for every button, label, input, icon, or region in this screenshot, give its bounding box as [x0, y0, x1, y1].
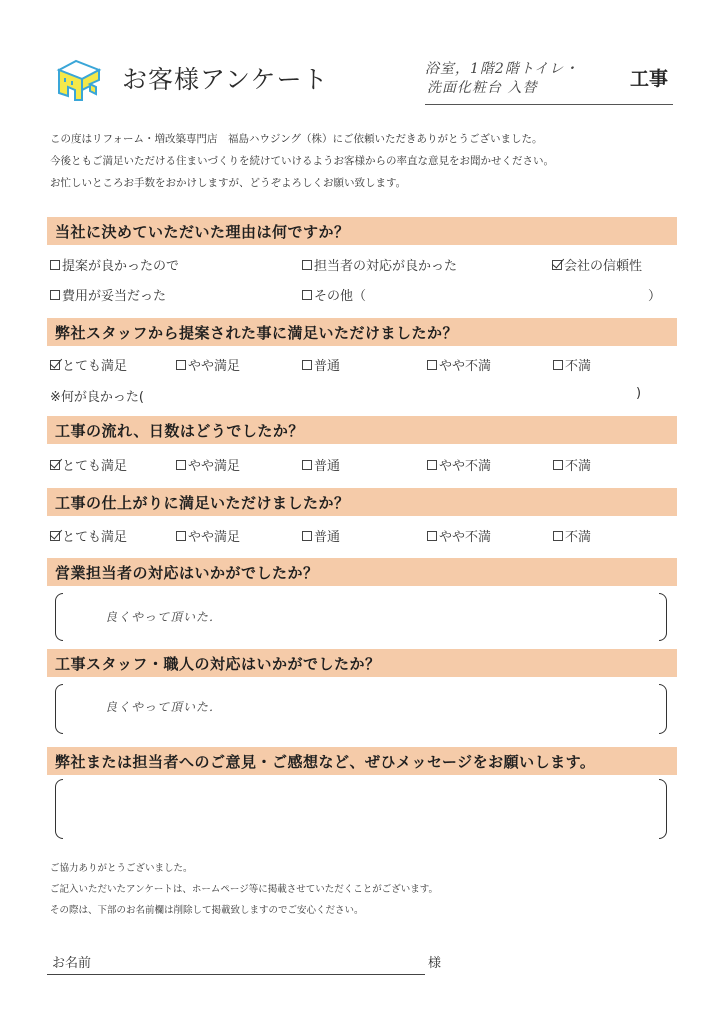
checkbox-icon[interactable]: [302, 460, 312, 470]
honorific-suffix: 様: [428, 956, 442, 971]
footer-line: ご協力ありがとうございました。: [50, 863, 193, 874]
checkbox-icon[interactable]: [427, 360, 437, 370]
question-header-q2: [47, 318, 677, 346]
checkbox-icon[interactable]: [50, 260, 60, 270]
checkbox-option[interactable]: 担当者の対応が良かった: [302, 255, 457, 274]
checkbox-option[interactable]: 提案が良かったので: [50, 255, 179, 274]
checkbox-checked-icon[interactable]: [50, 460, 60, 470]
work-description-line1: 浴室，1階2階トイレ・: [425, 61, 580, 77]
radio-option[interactable]: とても満足: [50, 355, 127, 374]
house-chair-logo-icon: [56, 56, 102, 102]
intro-line: お忙しいところお手数をおかけしますが、どうぞよろしくお願い致します。: [50, 177, 407, 189]
right-bracket: [659, 593, 667, 641]
checkbox-icon[interactable]: [302, 531, 312, 541]
comment-box-message[interactable]: [55, 779, 667, 839]
question-header-q4: [47, 488, 677, 516]
good-point-label: ※何が良かった(: [50, 390, 144, 405]
question-header-q5: [47, 558, 677, 586]
question-text: 工事スタッフ・職人の対応はいかがでしたか？: [55, 655, 381, 673]
checkbox-icon[interactable]: [427, 460, 437, 470]
radio-option[interactable]: やや満足: [176, 526, 240, 545]
question-text: 営業担当者の対応はいかがでしたか？: [55, 564, 319, 582]
intro-text: [50, 128, 554, 194]
checkbox-icon[interactable]: [176, 531, 186, 541]
radio-option[interactable]: 不満: [553, 526, 591, 545]
checkbox-icon[interactable]: [302, 260, 312, 270]
question-text: 弊社または担当者へのご意見・ご感想など、ぜひメッセージをお願いします。: [55, 753, 596, 771]
checkbox-icon[interactable]: [553, 460, 563, 470]
checkbox-option[interactable]: 会社の信頼性: [552, 255, 642, 274]
right-bracket: [659, 779, 667, 839]
footer-notice: [50, 858, 438, 921]
checkbox-checked-icon[interactable]: [50, 531, 60, 541]
left-bracket: [55, 779, 63, 839]
radio-option[interactable]: とても満足: [50, 526, 127, 545]
name-label: お名前: [52, 956, 92, 971]
work-description-line2: 洗面化粧台 入替: [427, 80, 538, 96]
checkbox-checked-icon[interactable]: [552, 260, 562, 270]
good-point-close-paren: ): [636, 386, 642, 401]
checkbox-icon[interactable]: [176, 460, 186, 470]
radio-option[interactable]: 普通: [302, 526, 340, 545]
name-input-line[interactable]: [47, 974, 425, 975]
left-bracket: [55, 593, 63, 641]
checkbox-option[interactable]: 費用が妥当だった: [50, 285, 166, 304]
other-close-paren: ）: [648, 289, 662, 304]
question-text: 工事の仕上がりに満足いただけましたか？: [55, 494, 350, 512]
checkbox-icon[interactable]: [427, 531, 437, 541]
work-suffix-label: 工事: [630, 68, 669, 90]
comment-box-staff[interactable]: [55, 684, 667, 734]
right-bracket: [659, 684, 667, 734]
question-header-q7: [47, 747, 677, 775]
question-text: 弊社スタッフから提案された事に満足いただけましたか？: [55, 324, 459, 342]
handwritten-answer: 良くやって頂いた．: [105, 610, 223, 624]
question-header-q6: [47, 649, 677, 677]
page-title: お客様アンケート: [122, 65, 329, 94]
checkbox-option-other[interactable]: その他（: [302, 285, 366, 304]
checkbox-icon[interactable]: [553, 360, 563, 370]
left-bracket: [55, 684, 63, 734]
checkbox-icon[interactable]: [176, 360, 186, 370]
radio-option[interactable]: 不満: [553, 355, 591, 374]
checkbox-checked-icon[interactable]: [50, 360, 60, 370]
radio-option[interactable]: 不満: [553, 455, 591, 474]
checkbox-icon[interactable]: [302, 290, 312, 300]
question-header-q1: [47, 217, 677, 245]
radio-option[interactable]: やや満足: [176, 455, 240, 474]
radio-option[interactable]: 普通: [302, 455, 340, 474]
footer-line: その際は、下部のお名前欄は削除して掲載致しますのでご安心ください。: [50, 905, 364, 916]
intro-line: この度はリフォーム・増改築専門店 福島ハウジング（株）にご依頼いただきありがとうございました。: [50, 133, 543, 145]
intro-line: 今後ともご満足いただける住まいづくりを続けていけるようお客様からの率直な意見をお聞かせください。: [50, 155, 554, 167]
radio-option[interactable]: やや不満: [427, 355, 491, 374]
radio-option[interactable]: とても満足: [50, 455, 127, 474]
checkbox-icon[interactable]: [302, 360, 312, 370]
checkbox-icon[interactable]: [50, 290, 60, 300]
radio-option[interactable]: やや満足: [176, 355, 240, 374]
radio-option[interactable]: やや不満: [427, 455, 491, 474]
comment-box-sales[interactable]: [55, 593, 667, 641]
question-header-q3: [47, 416, 677, 444]
checkbox-icon[interactable]: [553, 531, 563, 541]
radio-option[interactable]: やや不満: [427, 526, 491, 545]
footer-line: ご記入いただいたアンケートは、ホームページ等に掲載させていただくことがございます。: [50, 884, 438, 895]
radio-option[interactable]: 普通: [302, 355, 340, 374]
handwritten-answer: 良くやって頂いた．: [105, 700, 223, 714]
question-text: 当社に決めていただいた理由は何ですか？: [55, 223, 350, 241]
question-text: 工事の流れ、日数はどうでしたか？: [55, 422, 304, 440]
